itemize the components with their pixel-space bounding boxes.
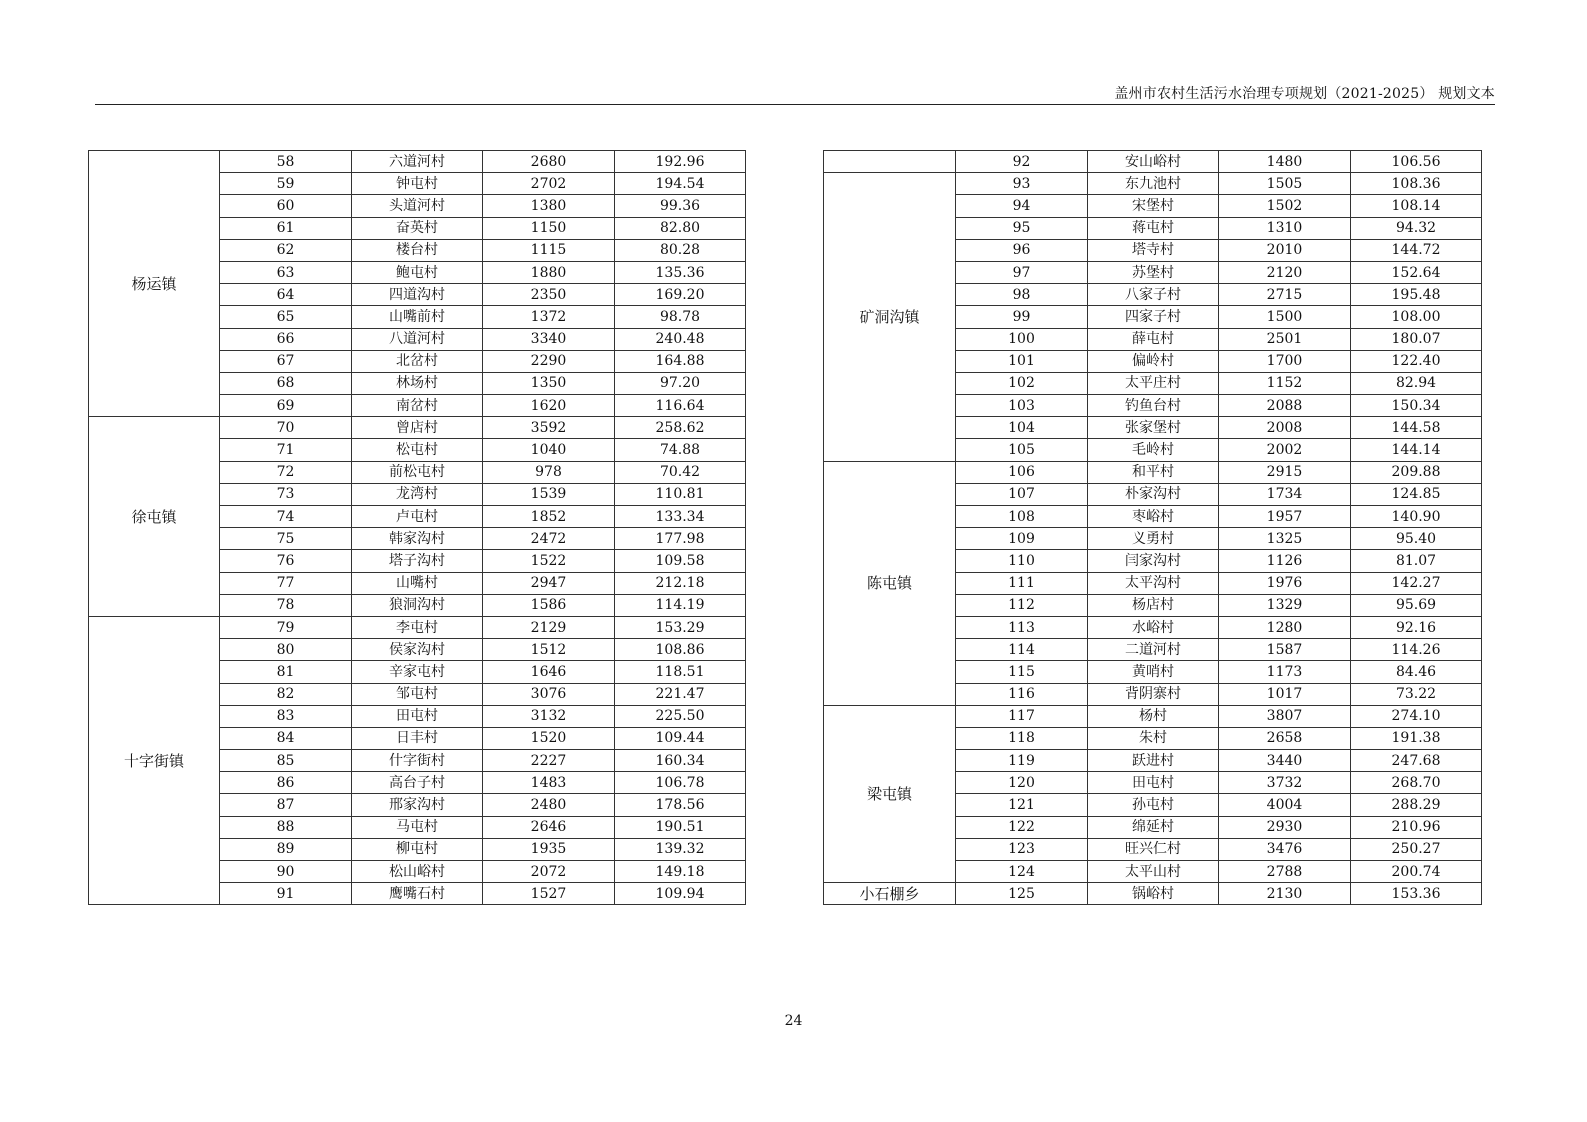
village-number-cell: 97 bbox=[956, 261, 1088, 283]
sewage-volume-cell: 150.34 bbox=[1351, 395, 1482, 417]
village-number-cell: 84 bbox=[220, 727, 352, 749]
population-cell: 2658 bbox=[1219, 727, 1351, 749]
table-row bbox=[89, 151, 746, 173]
population-cell: 3592 bbox=[483, 417, 615, 439]
village-number-cell: 112 bbox=[956, 594, 1088, 616]
sewage-volume-cell: 109.94 bbox=[615, 883, 746, 905]
sewage-volume-cell: 135.36 bbox=[615, 261, 746, 283]
sewage-volume-cell: 140.90 bbox=[1351, 506, 1482, 528]
population-cell: 2472 bbox=[483, 528, 615, 550]
village-name-cell: 钓鱼台村 bbox=[1088, 395, 1219, 417]
sewage-volume-cell: 192.96 bbox=[615, 151, 746, 173]
village-number-cell: 83 bbox=[220, 705, 352, 727]
sewage-volume-cell: 106.78 bbox=[615, 772, 746, 794]
population-cell: 1310 bbox=[1219, 217, 1351, 239]
village-number-cell: 95 bbox=[956, 217, 1088, 239]
village-number-cell: 105 bbox=[956, 439, 1088, 461]
sewage-volume-cell: 149.18 bbox=[615, 861, 746, 883]
sewage-volume-cell: 212.18 bbox=[615, 572, 746, 594]
population-cell: 2915 bbox=[1219, 461, 1351, 483]
population-cell: 1372 bbox=[483, 306, 615, 328]
sewage-volume-cell: 144.58 bbox=[1351, 417, 1482, 439]
population-cell: 2350 bbox=[483, 284, 615, 306]
population-cell: 1505 bbox=[1219, 173, 1351, 195]
table-row bbox=[824, 173, 1482, 195]
village-name-cell: 楼台村 bbox=[352, 239, 483, 261]
village-number-cell: 68 bbox=[220, 372, 352, 394]
village-name-cell: 四家子村 bbox=[1088, 306, 1219, 328]
village-number-cell: 70 bbox=[220, 417, 352, 439]
village-name-cell: 曾店村 bbox=[352, 417, 483, 439]
sewage-volume-cell: 99.36 bbox=[615, 195, 746, 217]
town-name-cell: 梁屯镇 bbox=[824, 705, 956, 883]
population-cell: 2501 bbox=[1219, 328, 1351, 350]
population-cell: 1935 bbox=[483, 838, 615, 860]
village-name-cell: 薛屯村 bbox=[1088, 328, 1219, 350]
sewage-volume-cell: 144.72 bbox=[1351, 239, 1482, 261]
village-name-cell: 田屯村 bbox=[1088, 772, 1219, 794]
population-cell: 1586 bbox=[483, 594, 615, 616]
sewage-volume-cell: 152.64 bbox=[1351, 261, 1482, 283]
population-cell: 1150 bbox=[483, 217, 615, 239]
sewage-volume-cell: 82.80 bbox=[615, 217, 746, 239]
sewage-volume-cell: 81.07 bbox=[1351, 550, 1482, 572]
village-name-cell: 偏岭村 bbox=[1088, 350, 1219, 372]
village-number-cell: 58 bbox=[220, 151, 352, 173]
sewage-volume-cell: 124.85 bbox=[1351, 483, 1482, 505]
village-name-cell: 水峪村 bbox=[1088, 616, 1219, 638]
village-number-cell: 116 bbox=[956, 683, 1088, 705]
table-row bbox=[89, 417, 746, 439]
village-number-cell: 113 bbox=[956, 616, 1088, 638]
village-name-cell: 马屯村 bbox=[352, 816, 483, 838]
population-cell: 2120 bbox=[1219, 261, 1351, 283]
sewage-volume-cell: 114.26 bbox=[1351, 639, 1482, 661]
village-name-cell: 鲍屯村 bbox=[352, 261, 483, 283]
village-number-cell: 115 bbox=[956, 661, 1088, 683]
sewage-volume-cell: 109.44 bbox=[615, 727, 746, 749]
sewage-volume-cell: 247.68 bbox=[1351, 750, 1482, 772]
document-header: 盖州市农村生活污水治理专项规划（2021-2025） 规划文本 bbox=[1114, 86, 1495, 102]
sewage-volume-cell: 177.98 bbox=[615, 528, 746, 550]
village-number-cell: 60 bbox=[220, 195, 352, 217]
village-name-cell: 山嘴村 bbox=[352, 572, 483, 594]
village-name-cell: 韩家沟村 bbox=[352, 528, 483, 550]
village-name-cell: 邹屯村 bbox=[352, 683, 483, 705]
village-name-cell: 太平沟村 bbox=[1088, 572, 1219, 594]
village-number-cell: 63 bbox=[220, 261, 352, 283]
population-cell: 4004 bbox=[1219, 794, 1351, 816]
village-name-cell: 北岔村 bbox=[352, 350, 483, 372]
population-cell: 1512 bbox=[483, 639, 615, 661]
population-cell: 1502 bbox=[1219, 195, 1351, 217]
village-name-cell: 塔寺村 bbox=[1088, 239, 1219, 261]
village-number-cell: 103 bbox=[956, 395, 1088, 417]
sewage-volume-cell: 221.47 bbox=[615, 683, 746, 705]
village-number-cell: 122 bbox=[956, 816, 1088, 838]
village-number-cell: 62 bbox=[220, 239, 352, 261]
sewage-volume-cell: 225.50 bbox=[615, 705, 746, 727]
village-name-cell: 杨店村 bbox=[1088, 594, 1219, 616]
village-number-cell: 110 bbox=[956, 550, 1088, 572]
population-cell: 1976 bbox=[1219, 572, 1351, 594]
village-name-cell: 背阴寨村 bbox=[1088, 683, 1219, 705]
sewage-volume-cell: 82.94 bbox=[1351, 372, 1482, 394]
population-cell: 2008 bbox=[1219, 417, 1351, 439]
town-name-cell bbox=[824, 151, 956, 173]
village-number-cell: 92 bbox=[956, 151, 1088, 173]
sewage-volume-cell: 194.54 bbox=[615, 173, 746, 195]
village-name-cell: 二道河村 bbox=[1088, 639, 1219, 661]
village-number-cell: 61 bbox=[220, 217, 352, 239]
village-name-cell: 闫家沟村 bbox=[1088, 550, 1219, 572]
village-name-cell: 头道河村 bbox=[352, 195, 483, 217]
town-name-cell: 陈屯镇 bbox=[824, 461, 956, 705]
population-cell: 1040 bbox=[483, 439, 615, 461]
village-number-cell: 117 bbox=[956, 705, 1088, 727]
sewage-volume-cell: 108.86 bbox=[615, 639, 746, 661]
population-cell: 1480 bbox=[1219, 151, 1351, 173]
population-cell: 1880 bbox=[483, 261, 615, 283]
village-name-cell: 苏堡村 bbox=[1088, 261, 1219, 283]
village-number-cell: 99 bbox=[956, 306, 1088, 328]
sewage-volume-cell: 97.20 bbox=[615, 372, 746, 394]
population-cell: 2290 bbox=[483, 350, 615, 372]
town-name-cell: 小石棚乡 bbox=[824, 883, 956, 905]
sewage-volume-cell: 116.64 bbox=[615, 395, 746, 417]
sewage-volume-cell: 118.51 bbox=[615, 661, 746, 683]
village-number-cell: 81 bbox=[220, 661, 352, 683]
population-cell: 1280 bbox=[1219, 616, 1351, 638]
sewage-volume-cell: 250.27 bbox=[1351, 838, 1482, 860]
town-name-cell: 十字街镇 bbox=[89, 616, 220, 904]
village-name-cell: 太平庄村 bbox=[1088, 372, 1219, 394]
village-number-cell: 89 bbox=[220, 838, 352, 860]
population-cell: 2088 bbox=[1219, 395, 1351, 417]
population-cell: 2947 bbox=[483, 572, 615, 594]
population-cell: 1017 bbox=[1219, 683, 1351, 705]
village-number-cell: 87 bbox=[220, 794, 352, 816]
village-number-cell: 102 bbox=[956, 372, 1088, 394]
sewage-volume-cell: 122.40 bbox=[1351, 350, 1482, 372]
village-name-cell: 锅峪村 bbox=[1088, 883, 1219, 905]
population-cell: 2680 bbox=[483, 151, 615, 173]
village-name-cell: 东九池村 bbox=[1088, 173, 1219, 195]
population-cell: 3807 bbox=[1219, 705, 1351, 727]
population-cell: 2788 bbox=[1219, 861, 1351, 883]
village-number-cell: 118 bbox=[956, 727, 1088, 749]
village-name-cell: 松屯村 bbox=[352, 439, 483, 461]
population-cell: 2715 bbox=[1219, 284, 1351, 306]
population-cell: 2130 bbox=[1219, 883, 1351, 905]
population-cell: 3340 bbox=[483, 328, 615, 350]
village-name-cell: 鹰嘴石村 bbox=[352, 883, 483, 905]
population-cell: 1700 bbox=[1219, 350, 1351, 372]
village-number-cell: 66 bbox=[220, 328, 352, 350]
village-name-cell: 和平村 bbox=[1088, 461, 1219, 483]
population-cell: 1380 bbox=[483, 195, 615, 217]
village-number-cell: 114 bbox=[956, 639, 1088, 661]
village-number-cell: 94 bbox=[956, 195, 1088, 217]
village-number-cell: 124 bbox=[956, 861, 1088, 883]
town-name-cell: 矿洞沟镇 bbox=[824, 173, 956, 461]
table-row bbox=[824, 705, 1482, 727]
sewage-volume-cell: 133.34 bbox=[615, 506, 746, 528]
population-cell: 3132 bbox=[483, 705, 615, 727]
population-cell: 1520 bbox=[483, 727, 615, 749]
village-name-cell: 卢屯村 bbox=[352, 506, 483, 528]
village-number-cell: 98 bbox=[956, 284, 1088, 306]
sewage-volume-cell: 268.70 bbox=[1351, 772, 1482, 794]
village-number-cell: 111 bbox=[956, 572, 1088, 594]
village-name-cell: 狼洞沟村 bbox=[352, 594, 483, 616]
sewage-volume-cell: 114.19 bbox=[615, 594, 746, 616]
village-number-cell: 90 bbox=[220, 861, 352, 883]
population-cell: 1173 bbox=[1219, 661, 1351, 683]
village-name-cell: 六道河村 bbox=[352, 151, 483, 173]
population-cell: 1350 bbox=[483, 372, 615, 394]
village-number-cell: 109 bbox=[956, 528, 1088, 550]
population-cell: 1852 bbox=[483, 506, 615, 528]
population-cell: 1126 bbox=[1219, 550, 1351, 572]
village-name-cell: 旺兴仁村 bbox=[1088, 838, 1219, 860]
town-name-cell: 徐屯镇 bbox=[89, 417, 220, 617]
village-name-cell: 侯家沟村 bbox=[352, 639, 483, 661]
village-number-cell: 88 bbox=[220, 816, 352, 838]
village-name-cell: 辛家屯村 bbox=[352, 661, 483, 683]
population-cell: 2930 bbox=[1219, 816, 1351, 838]
village-number-cell: 96 bbox=[956, 239, 1088, 261]
sewage-volume-cell: 84.46 bbox=[1351, 661, 1482, 683]
sewage-volume-cell: 139.32 bbox=[615, 838, 746, 860]
village-table-left bbox=[88, 150, 746, 905]
village-name-cell: 前松屯村 bbox=[352, 461, 483, 483]
village-table-right bbox=[823, 150, 1482, 905]
sewage-volume-cell: 108.36 bbox=[1351, 173, 1482, 195]
sewage-volume-cell: 108.00 bbox=[1351, 306, 1482, 328]
sewage-volume-cell: 169.20 bbox=[615, 284, 746, 306]
village-number-cell: 121 bbox=[956, 794, 1088, 816]
population-cell: 2646 bbox=[483, 816, 615, 838]
sewage-volume-cell: 240.48 bbox=[615, 328, 746, 350]
sewage-volume-cell: 210.96 bbox=[1351, 816, 1482, 838]
village-name-cell: 八家子村 bbox=[1088, 284, 1219, 306]
sewage-volume-cell: 74.88 bbox=[615, 439, 746, 461]
population-cell: 1587 bbox=[1219, 639, 1351, 661]
village-name-cell: 李屯村 bbox=[352, 616, 483, 638]
page-number: 24 bbox=[784, 1013, 803, 1029]
population-cell: 1522 bbox=[483, 550, 615, 572]
sewage-volume-cell: 190.51 bbox=[615, 816, 746, 838]
village-number-cell: 107 bbox=[956, 483, 1088, 505]
village-name-cell: 绵延村 bbox=[1088, 816, 1219, 838]
village-name-cell: 林场村 bbox=[352, 372, 483, 394]
village-number-cell: 123 bbox=[956, 838, 1088, 860]
village-name-cell: 高台子村 bbox=[352, 772, 483, 794]
sewage-volume-cell: 144.14 bbox=[1351, 439, 1482, 461]
table-row bbox=[824, 151, 1482, 173]
population-cell: 1734 bbox=[1219, 483, 1351, 505]
village-name-cell: 山嘴前村 bbox=[352, 306, 483, 328]
village-number-cell: 101 bbox=[956, 350, 1088, 372]
town-name-cell: 杨运镇 bbox=[89, 151, 220, 417]
village-number-cell: 106 bbox=[956, 461, 1088, 483]
sewage-volume-cell: 180.07 bbox=[1351, 328, 1482, 350]
sewage-volume-cell: 106.56 bbox=[1351, 151, 1482, 173]
population-cell: 1115 bbox=[483, 239, 615, 261]
table-row bbox=[824, 461, 1482, 483]
sewage-volume-cell: 109.58 bbox=[615, 550, 746, 572]
village-number-cell: 67 bbox=[220, 350, 352, 372]
village-number-cell: 80 bbox=[220, 639, 352, 661]
population-cell: 2002 bbox=[1219, 439, 1351, 461]
village-number-cell: 74 bbox=[220, 506, 352, 528]
sewage-volume-cell: 209.88 bbox=[1351, 461, 1482, 483]
sewage-volume-cell: 142.27 bbox=[1351, 572, 1482, 594]
village-number-cell: 73 bbox=[220, 483, 352, 505]
village-name-cell: 杨村 bbox=[1088, 705, 1219, 727]
population-cell: 1620 bbox=[483, 395, 615, 417]
village-name-cell: 枣峪村 bbox=[1088, 506, 1219, 528]
village-number-cell: 75 bbox=[220, 528, 352, 550]
population-cell: 1539 bbox=[483, 483, 615, 505]
population-cell: 1325 bbox=[1219, 528, 1351, 550]
sewage-volume-cell: 94.32 bbox=[1351, 217, 1482, 239]
population-cell: 1957 bbox=[1219, 506, 1351, 528]
population-cell: 1483 bbox=[483, 772, 615, 794]
village-name-cell: 八道河村 bbox=[352, 328, 483, 350]
population-cell: 3440 bbox=[1219, 750, 1351, 772]
village-number-cell: 78 bbox=[220, 594, 352, 616]
population-cell: 1329 bbox=[1219, 594, 1351, 616]
header-rule bbox=[95, 104, 1495, 105]
sewage-volume-cell: 164.88 bbox=[615, 350, 746, 372]
village-number-cell: 72 bbox=[220, 461, 352, 483]
sewage-volume-cell: 95.40 bbox=[1351, 528, 1482, 550]
village-name-cell: 安山峪村 bbox=[1088, 151, 1219, 173]
population-cell: 2072 bbox=[483, 861, 615, 883]
village-name-cell: 塔子沟村 bbox=[352, 550, 483, 572]
population-cell: 1646 bbox=[483, 661, 615, 683]
population-cell: 2129 bbox=[483, 616, 615, 638]
village-number-cell: 108 bbox=[956, 506, 1088, 528]
sewage-volume-cell: 153.36 bbox=[1351, 883, 1482, 905]
village-name-cell: 邢家沟村 bbox=[352, 794, 483, 816]
village-number-cell: 82 bbox=[220, 683, 352, 705]
population-cell: 978 bbox=[483, 461, 615, 483]
village-name-cell: 松山峪村 bbox=[352, 861, 483, 883]
village-name-cell: 朴家沟村 bbox=[1088, 483, 1219, 505]
village-name-cell: 柳屯村 bbox=[352, 838, 483, 860]
population-cell: 2010 bbox=[1219, 239, 1351, 261]
sewage-volume-cell: 95.69 bbox=[1351, 594, 1482, 616]
village-number-cell: 120 bbox=[956, 772, 1088, 794]
village-number-cell: 76 bbox=[220, 550, 352, 572]
village-name-cell: 朱村 bbox=[1088, 727, 1219, 749]
village-number-cell: 91 bbox=[220, 883, 352, 905]
village-name-cell: 奋英村 bbox=[352, 217, 483, 239]
village-name-cell: 钟屯村 bbox=[352, 173, 483, 195]
village-number-cell: 85 bbox=[220, 750, 352, 772]
sewage-volume-cell: 195.48 bbox=[1351, 284, 1482, 306]
village-number-cell: 65 bbox=[220, 306, 352, 328]
village-name-cell: 龙湾村 bbox=[352, 483, 483, 505]
village-number-cell: 79 bbox=[220, 616, 352, 638]
village-name-cell: 孙屯村 bbox=[1088, 794, 1219, 816]
village-number-cell: 93 bbox=[956, 173, 1088, 195]
village-name-cell: 四道沟村 bbox=[352, 284, 483, 306]
table-row bbox=[824, 883, 1482, 905]
village-number-cell: 77 bbox=[220, 572, 352, 594]
sewage-volume-cell: 80.28 bbox=[615, 239, 746, 261]
village-number-cell: 64 bbox=[220, 284, 352, 306]
sewage-volume-cell: 288.29 bbox=[1351, 794, 1482, 816]
population-cell: 3076 bbox=[483, 683, 615, 705]
sewage-volume-cell: 153.29 bbox=[615, 616, 746, 638]
population-cell: 3732 bbox=[1219, 772, 1351, 794]
village-number-cell: 100 bbox=[956, 328, 1088, 350]
population-cell: 3476 bbox=[1219, 838, 1351, 860]
village-name-cell: 宋堡村 bbox=[1088, 195, 1219, 217]
village-name-cell: 跃进村 bbox=[1088, 750, 1219, 772]
village-number-cell: 125 bbox=[956, 883, 1088, 905]
sewage-volume-cell: 92.16 bbox=[1351, 616, 1482, 638]
population-cell: 2702 bbox=[483, 173, 615, 195]
sewage-volume-cell: 191.38 bbox=[1351, 727, 1482, 749]
village-number-cell: 69 bbox=[220, 395, 352, 417]
population-cell: 1527 bbox=[483, 883, 615, 905]
village-number-cell: 119 bbox=[956, 750, 1088, 772]
village-name-cell: 田屯村 bbox=[352, 705, 483, 727]
village-name-cell: 蒋屯村 bbox=[1088, 217, 1219, 239]
sewage-volume-cell: 70.42 bbox=[615, 461, 746, 483]
village-name-cell: 义勇村 bbox=[1088, 528, 1219, 550]
village-name-cell: 张家堡村 bbox=[1088, 417, 1219, 439]
population-cell: 1152 bbox=[1219, 372, 1351, 394]
sewage-volume-cell: 73.22 bbox=[1351, 683, 1482, 705]
sewage-volume-cell: 178.56 bbox=[615, 794, 746, 816]
village-name-cell: 黄哨村 bbox=[1088, 661, 1219, 683]
population-cell: 2227 bbox=[483, 750, 615, 772]
sewage-volume-cell: 98.78 bbox=[615, 306, 746, 328]
population-cell: 1500 bbox=[1219, 306, 1351, 328]
village-number-cell: 59 bbox=[220, 173, 352, 195]
village-name-cell: 什字街村 bbox=[352, 750, 483, 772]
sewage-volume-cell: 258.62 bbox=[615, 417, 746, 439]
sewage-volume-cell: 274.10 bbox=[1351, 705, 1482, 727]
village-number-cell: 86 bbox=[220, 772, 352, 794]
sewage-volume-cell: 108.14 bbox=[1351, 195, 1482, 217]
sewage-volume-cell: 200.74 bbox=[1351, 861, 1482, 883]
village-number-cell: 104 bbox=[956, 417, 1088, 439]
table-row bbox=[89, 616, 746, 638]
population-cell: 2480 bbox=[483, 794, 615, 816]
village-name-cell: 毛岭村 bbox=[1088, 439, 1219, 461]
village-name-cell: 太平山村 bbox=[1088, 861, 1219, 883]
sewage-volume-cell: 110.81 bbox=[615, 483, 746, 505]
village-name-cell: 日丰村 bbox=[352, 727, 483, 749]
village-name-cell: 南岔村 bbox=[352, 395, 483, 417]
village-number-cell: 71 bbox=[220, 439, 352, 461]
sewage-volume-cell: 160.34 bbox=[615, 750, 746, 772]
